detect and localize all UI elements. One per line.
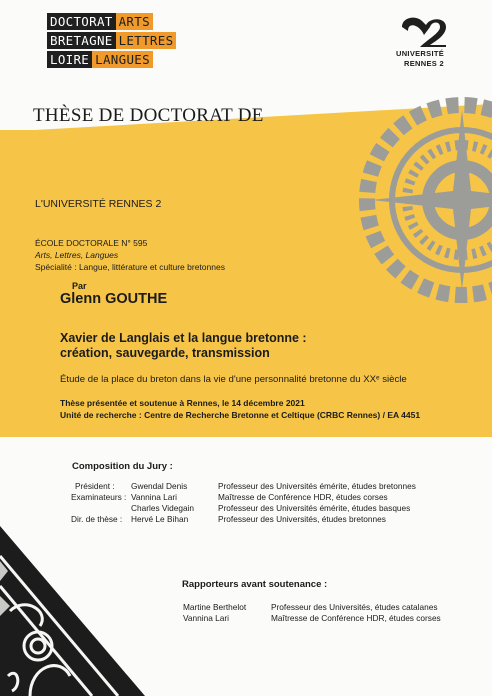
author-name: Glenn GOUTHE: [60, 291, 168, 307]
rapporteur-name: Vannina Lari: [183, 613, 229, 623]
rapporteur-name: Martine Berthelot: [183, 602, 247, 612]
compass-decoration-icon: [332, 90, 492, 310]
university-logo: [394, 13, 454, 73]
jury-heading: Composition du Jury :: [72, 461, 173, 472]
thesis-title-line1: Xavier de Langlais et la langue bretonne :: [60, 331, 307, 345]
specialty: Spécialité : Langue, littérature et culture bretonnes: [35, 262, 225, 272]
author-prefix: Par: [72, 281, 87, 291]
school-subtitle: Arts, Lettres, Langues: [35, 250, 119, 260]
rapporteurs-heading: Rapporteurs avant soutenance :: [182, 579, 328, 590]
jury-member-title: Professeur des Universités émérite, études bretonnes: [218, 481, 416, 491]
jury-member-name: Vannina Lari: [131, 492, 177, 502]
doctoral-school: ÉCOLE DOCTORALE N° 595: [35, 238, 148, 248]
research-unit: Unité de recherche : Centre de Recherche Bretonne et Celtique (CRBC Rennes) / EA 4451: [60, 410, 421, 420]
logo-word: ARTS: [116, 13, 153, 30]
jury-member-title: Professeur des Universités émérite, études basques: [218, 503, 411, 513]
rapporteur-title: Maîtresse de Conférence HDR, études corses: [271, 613, 441, 623]
logo-word: DOCTORAT: [47, 13, 116, 30]
jury-member-name: Hervé Le Bihan: [131, 514, 189, 524]
logo-word: LETTRES: [116, 32, 177, 49]
university-name: L'UNIVERSITÉ RENNES 2: [35, 198, 162, 210]
rennes2-logo-icon: [396, 13, 452, 47]
defense-date: Thèse présentée et soutenue à Rennes, le 14 décembre 2021: [60, 398, 305, 408]
logo-word: LANGUES: [92, 51, 153, 68]
jury-role: Examinateurs :: [71, 492, 127, 502]
thesis-subtitle: Étude de la place du breton dans la vie d'une personnalité bretonne du XXᵉ siècle: [60, 374, 407, 385]
page-title: THÈSE DE DOCTORAT DE: [33, 105, 264, 126]
university-logo-line1: UNIVERSITÉ: [396, 49, 445, 58]
celtic-triskelion-decoration-icon: [0, 526, 145, 696]
jury-member-name: Charles Videgain: [131, 503, 195, 513]
rapporteur-title: Professeur des Universités, études catalanes: [271, 602, 438, 612]
logo-word: BRETAGNE: [47, 32, 116, 49]
jury-member-title: Professeur des Universités, études bretonnes: [218, 514, 386, 524]
jury-role: Dir. de thèse :: [71, 514, 123, 524]
jury-role: Président :: [75, 481, 115, 491]
thesis-title-line2: création, sauvegarde, transmission: [60, 346, 270, 360]
logo-word: LOIRE: [47, 51, 92, 68]
jury-member-name: Gwendal Denis: [131, 481, 188, 491]
jury-member-title: Maîtresse de Conférence HDR, études corses: [218, 492, 388, 502]
university-logo-line2: RENNES 2: [404, 59, 444, 68]
